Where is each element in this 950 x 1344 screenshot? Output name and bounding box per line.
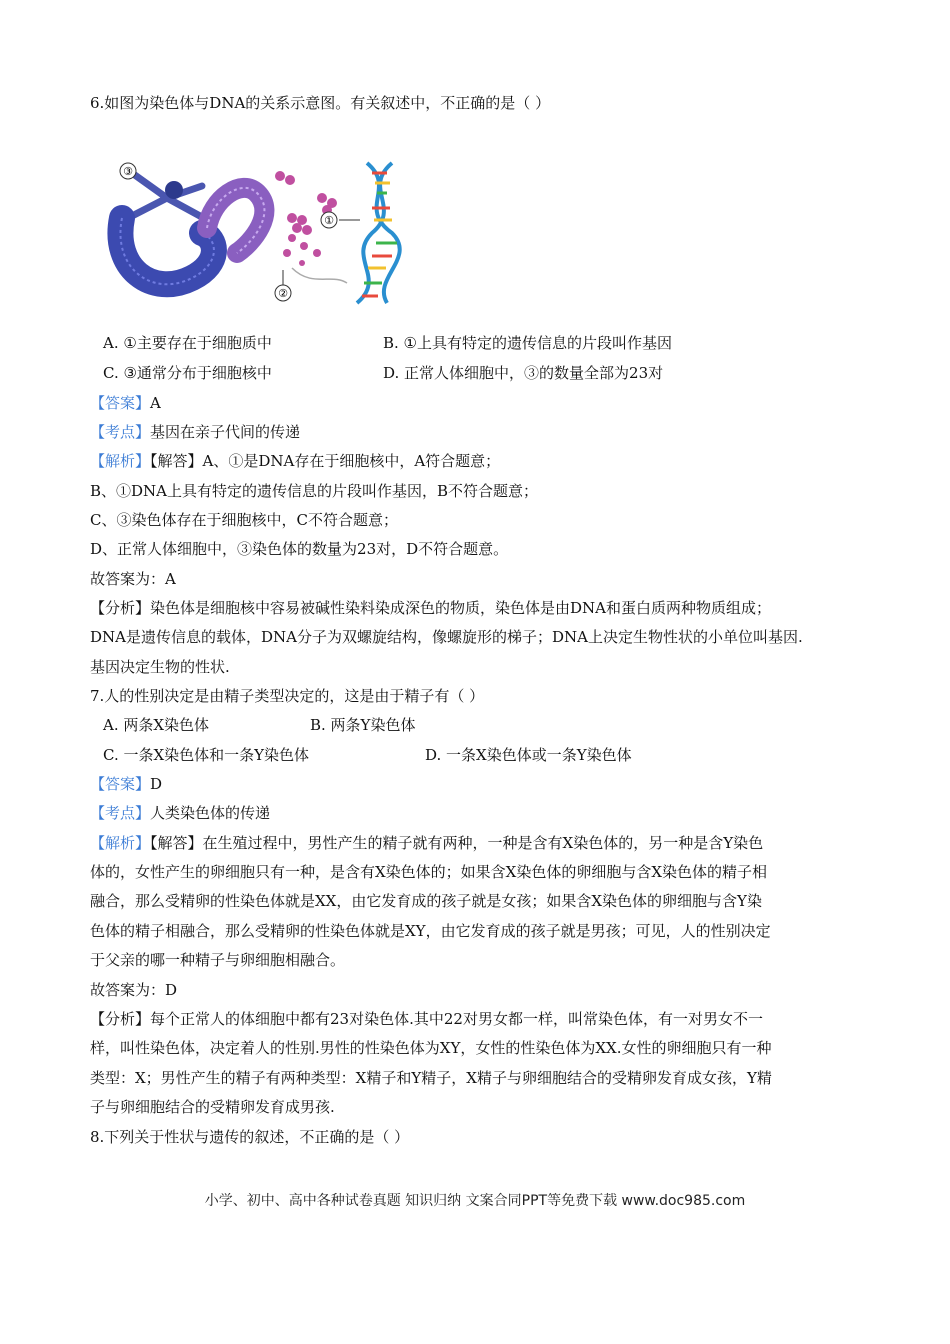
q7-analysis-1 <box>90 833 763 853</box>
dna-double-helix <box>357 163 400 303</box>
q8-stem: 8.下列关于性状与遗传的叙述，不正确的是（ ） <box>90 1128 410 1146</box>
q7-fenxi-4: 子与卵细胞结合的受精卵发育成男孩. <box>90 1098 335 1116</box>
q7-point <box>90 803 270 823</box>
q7-fenxi-1: 【分析】每个正常人的体细胞中都有23对染色体.其中22对男女都一样，叫常染色体，有一对男女不一 <box>90 1010 763 1028</box>
coiled-fiber <box>120 188 264 284</box>
q6-fenxi-1: 【分析】染色体是细胞核中容易被碱性染料染成深色的物质，染色体是由DNA和蛋白质两种物质组成； <box>90 599 771 617</box>
q6-fenxi-3: 基因决定生物的性状. <box>90 658 230 676</box>
q6-option-d: D. 正常人体细胞中，③的数量全部为23对 <box>383 364 664 382</box>
q7-analysis-2: 体的，女性产生的卵细胞只有一种，是含有X染色体的；如果含X染色体的卵细胞与含X染色体的精子相 <box>90 863 768 881</box>
q6-answer <box>90 393 161 413</box>
q6-option-a: A. ①主要存在于细胞质中 <box>103 334 272 352</box>
analysis-tag: 【解析】 <box>90 834 151 852</box>
analysis-text: 【解答】A、①是DNA存在于细胞核中，A符合题意； <box>150 452 501 470</box>
q7-analysis-4: 色体的精子相融合，那么受精卵的性染色体就是XY，由它发育成的孩子就是男孩；可见，人的性别决定 <box>90 922 771 940</box>
label-3: ③ <box>123 165 133 178</box>
q7-option-b: B. 两条Y染色体 <box>310 716 416 734</box>
q6-fenxi-2: DNA是遗传信息的载体，DNA分子为双螺旋结构，像螺旋形的梯子；DNA上决定生物性状的小单位叫基因. <box>90 628 803 646</box>
q7-option-d: D. 一条X染色体或一条Y染色体 <box>425 746 632 764</box>
analysis-tag: 【解析】 <box>90 452 151 470</box>
point-value: 基因在亲子代间的传递 <box>150 423 301 441</box>
chromosome-shape <box>132 173 202 216</box>
label-1: ① <box>324 214 334 227</box>
q7-analysis-3: 融合，那么受精卵的性染色体就是XX，由它发育成的孩子就是女孩；如果含X染色体的卵细胞与含Y染 <box>90 892 762 910</box>
q7-stem: 7.人的性别决定是由精子类型决定的，这是由于精子有（ ） <box>90 687 485 705</box>
chromosome-dna-figure <box>92 158 412 308</box>
page-footer: 小学、初中、高中各种试卷真题 知识归纳 文案合同PPT等免费下载 www.doc985.com <box>204 1193 746 1209</box>
answer-tag: 【答案】 <box>90 775 151 793</box>
q6-analysis-2: B、①DNA上具有特定的遗传信息的片段叫作基因，B不符合题意； <box>90 482 539 500</box>
q6-stem: 6.如图为染色体与DNA的关系示意图。有关叙述中，不正确的是（ ） <box>90 94 551 112</box>
point-value: 人类染色体的传递 <box>150 804 271 822</box>
q6-final-answer: 故答案为：A <box>90 570 176 588</box>
q6-analysis-1 <box>90 451 500 471</box>
analysis-text: 【解答】在生殖过程中，男性产生的精子就有两种，一种是含有X染色体的，另一种是含Y染色 <box>150 834 764 852</box>
answer-value: A <box>150 394 161 412</box>
point-tag: 【考点】 <box>90 423 151 441</box>
q6-option-b: B. ①上具有特定的遗传信息的片段叫作基因 <box>383 334 673 352</box>
q6-point <box>90 422 300 442</box>
q6-option-c: C. ③通常分布于细胞核中 <box>103 364 272 382</box>
q7-final-answer: 故答案为：D <box>90 981 178 999</box>
point-tag: 【考点】 <box>90 804 151 822</box>
answer-value: D <box>150 775 163 793</box>
q7-option-a: A. 两条X染色体 <box>103 716 210 734</box>
label-2: ② <box>278 287 288 300</box>
answer-tag: 【答案】 <box>90 394 151 412</box>
q7-option-c: C. 一条X染色体和一条Y染色体 <box>103 746 310 764</box>
q7-answer <box>90 774 162 794</box>
q7-fenxi-3: 类型：X；男性产生的精子有两种类型：X精子和Y精子，X精子与卵细胞结合的受精卵发育成女孩，Y精 <box>90 1069 772 1087</box>
q7-analysis-5: 于父亲的哪一种精子与卵细胞相融合。 <box>90 951 346 969</box>
q6-analysis-3: C、③染色体存在于细胞核中，C不符合题意； <box>90 511 398 529</box>
q7-fenxi-2: 样，叫性染色体，决定着人的性别.男性的性染色体为XY，女性的性染色体为XX.女性的卵细胞只有一种 <box>90 1039 772 1057</box>
q6-analysis-4: D、正常人体细胞中，③染色体的数量为23对，D不符合题意。 <box>90 540 509 558</box>
